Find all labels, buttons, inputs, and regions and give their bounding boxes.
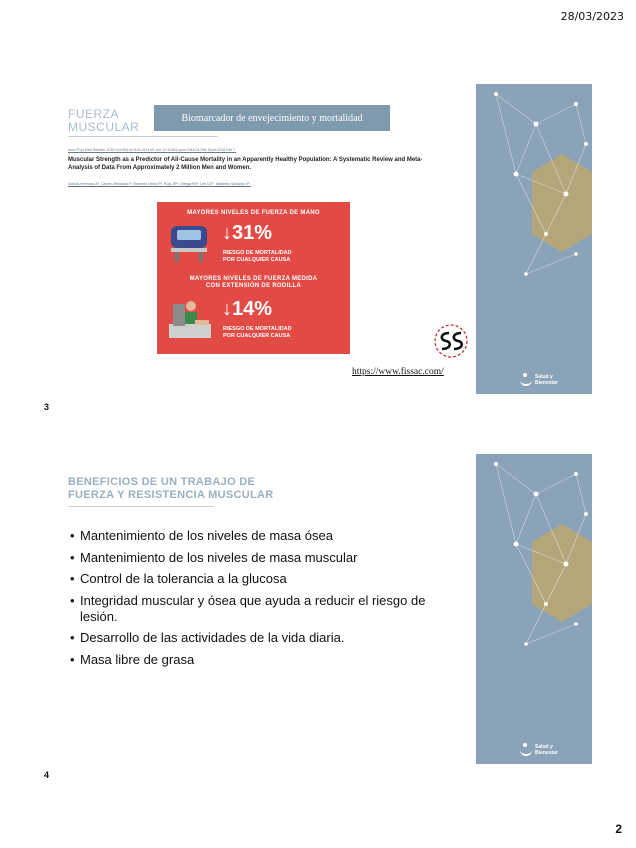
side-brand-logo: Salud y Bienestar xyxy=(520,745,558,756)
slide-title-line1: FUERZA xyxy=(68,107,119,121)
infographic-sub-knee: RIESGO DE MORTALIDAD POR CUALQUIER CAUSA xyxy=(223,326,292,339)
infographic-value-knee: ↓14% xyxy=(222,298,273,320)
infographic-sub-hand: RIESGO DE MORTALIDAD POR CUALQUIER CAUSA xyxy=(223,250,292,263)
document-date: 28/03/2023 xyxy=(560,10,624,23)
infographic-value-hand: ↓31% xyxy=(222,222,273,244)
list-item: • Mantenimiento de los niveles de masa muscular xyxy=(70,550,440,566)
slide-number: 4 xyxy=(44,770,50,780)
page-number: 2 xyxy=(615,822,622,836)
slide-title-line2: MUSCULAR xyxy=(68,120,140,134)
biomarker-badge: Biomarcador de envejecimiento y mortalidad xyxy=(154,105,390,131)
article-authors[interactable]: García-Hermoso A¹, Cavero-Redondo I², Ramírez-Vélez R³, Ruiz JR⁴, Ortega FB⁴, Lee DC⁵, Martínez-Vizcaíno V⁶. xyxy=(68,182,251,186)
side-brand-logo: Salud y Bienestar xyxy=(520,375,558,386)
list-item: • Mantenimiento de los niveles de masa ósea xyxy=(70,528,440,544)
infographic-heading-knee: MAYORES NIVELES DE FUERZA MEDIDA CON EXTENSIÓN DE RODILLA xyxy=(189,276,318,289)
slide-title xyxy=(68,108,139,134)
article-citation[interactable]: Arch Phys Med Rehabil. 2018 Oct;99(10):2100-2113.e5. doi: 10.1016/j.apmr.2018.01.008. Epub 2018 Feb 7. xyxy=(68,148,237,152)
list-item: • Integridad muscular y ósea que ayuda a reducir el riesgo de lesión. xyxy=(70,593,440,625)
knee-extension-machine-icon xyxy=(167,298,213,338)
slide-3 xyxy=(44,84,592,394)
list-item: • Desarrollo de las actividades de la vida diaria. xyxy=(70,630,440,646)
network-pattern-icon xyxy=(476,84,592,394)
infographic-heading-hand: MAYORES NIVELES DE FUERZA DE MANO xyxy=(187,210,320,216)
list-item: • Masa libre de grasa xyxy=(70,652,440,668)
benefits-list xyxy=(70,528,440,673)
slide-title-line2: FUERZA Y RESISTENCIA MUSCULAR xyxy=(68,489,274,501)
title-underline xyxy=(68,506,214,507)
slide-4 xyxy=(44,454,592,764)
title-underline xyxy=(68,136,218,137)
slide-title-line1: BENEFICIOS DE UN TRABAJO DE xyxy=(68,476,256,488)
slide-side-panel xyxy=(476,454,592,764)
list-item: • Control de la tolerancia a la glucosa xyxy=(70,571,440,587)
person-icon xyxy=(520,376,532,386)
network-pattern-icon xyxy=(476,454,592,764)
slide-side-panel xyxy=(476,84,592,394)
article-title: Muscular Strength as a Predictor of All-Cause Mortality in an Apparently Healthy Population: A Systematic Review and Meta-Analysis of Data From Approximately 2 Million Men and Women. xyxy=(68,157,423,171)
person-icon xyxy=(520,746,532,756)
fissac-logo-icon xyxy=(434,324,468,358)
slide-number: 3 xyxy=(44,402,50,412)
mortality-infographic xyxy=(157,202,350,354)
slide-title xyxy=(68,476,274,502)
handgrip-dynamometer-icon xyxy=(167,222,213,262)
fissac-link[interactable]: https://www.fissac.com/ xyxy=(352,367,444,377)
